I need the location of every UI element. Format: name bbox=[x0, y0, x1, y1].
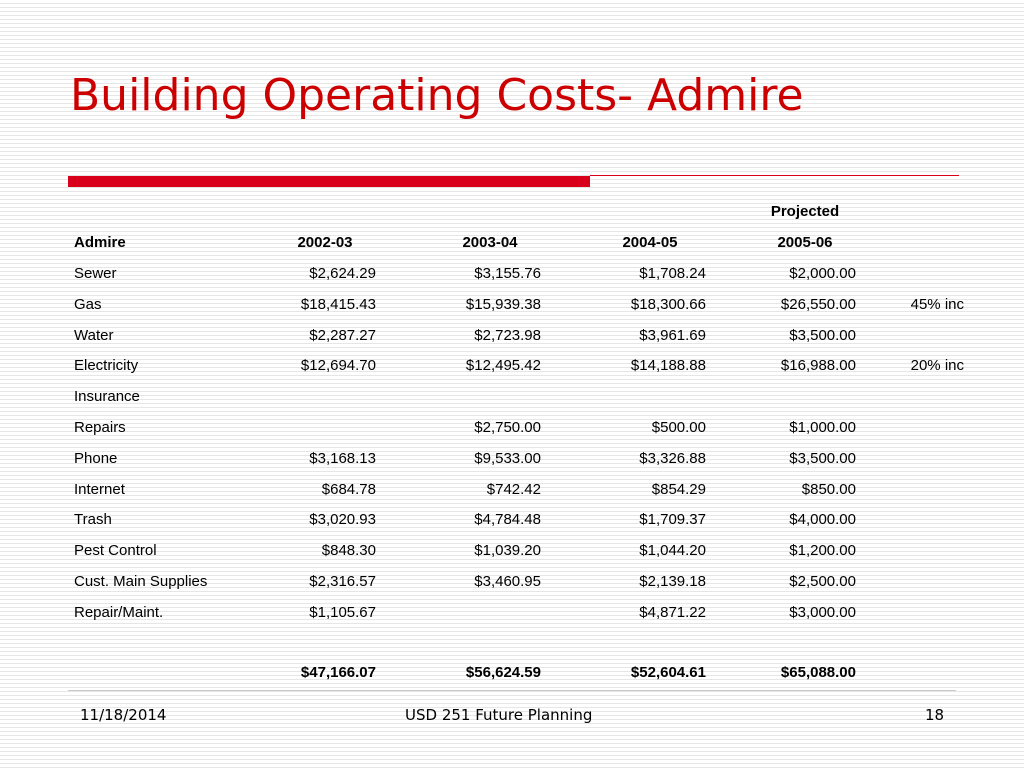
projected-label: Projected bbox=[770, 203, 840, 220]
table-cell: $854.29 bbox=[651, 481, 706, 498]
table-cell: $684.78 bbox=[321, 481, 376, 498]
table-cell: $1,709.37 bbox=[639, 511, 706, 528]
table-cell: $3,155.76 bbox=[474, 265, 541, 282]
footer-divider bbox=[68, 690, 956, 691]
table-cell: $3,460.95 bbox=[474, 573, 541, 590]
table-cell: $500.00 bbox=[651, 419, 706, 436]
slide-title: Building Operating Costs- Admire bbox=[70, 70, 804, 121]
table-cell: 45% inc bbox=[910, 296, 964, 313]
table-cell: $848.30 bbox=[321, 542, 376, 559]
table-cell: $14,188.88 bbox=[630, 357, 706, 374]
table-row-label: Gas bbox=[74, 296, 102, 313]
title-rule-thin bbox=[590, 175, 959, 176]
table-cell: $3,020.93 bbox=[309, 511, 376, 528]
total-cell: $52,604.61 bbox=[630, 664, 706, 681]
table-cell: $3,961.69 bbox=[639, 327, 706, 344]
table-cell: $2,500.00 bbox=[789, 573, 856, 590]
footer-center-text: USD 251 Future Planning bbox=[405, 706, 593, 724]
table-cell: $2,750.00 bbox=[474, 419, 541, 436]
table-header-label: Admire bbox=[74, 234, 126, 251]
table-cell: $3,326.88 bbox=[639, 450, 706, 467]
table-cell: $4,784.48 bbox=[474, 511, 541, 528]
table-cell: $2,316.57 bbox=[309, 573, 376, 590]
table-cell: $12,694.70 bbox=[300, 357, 376, 374]
table-row-label: Insurance bbox=[74, 388, 140, 405]
table-cell: $2,287.27 bbox=[309, 327, 376, 344]
table-cell: $18,415.43 bbox=[300, 296, 376, 313]
table-cell: $2,139.18 bbox=[639, 573, 706, 590]
table-cell: 20% inc bbox=[910, 357, 964, 374]
total-cell: $56,624.59 bbox=[465, 664, 541, 681]
table-cell: $2,624.29 bbox=[309, 265, 376, 282]
table-row-label: Internet bbox=[74, 481, 125, 498]
table-cell: $3,000.00 bbox=[789, 604, 856, 621]
table-row-label: Repairs bbox=[74, 419, 126, 436]
table-cell: $12,495.42 bbox=[465, 357, 541, 374]
table-cell: $742.42 bbox=[486, 481, 541, 498]
table-cell: $1,000.00 bbox=[789, 419, 856, 436]
table-cell: $1,200.00 bbox=[789, 542, 856, 559]
table-row-label: Electricity bbox=[74, 357, 139, 374]
table-cell: $2,000.00 bbox=[789, 265, 856, 282]
table-row-label: Phone bbox=[74, 450, 118, 467]
table-cell: $2,723.98 bbox=[474, 327, 541, 344]
table-header-cell: 2004-05 bbox=[622, 234, 678, 251]
table-cell: $1,105.67 bbox=[309, 604, 376, 621]
total-cell: $65,088.00 bbox=[780, 664, 856, 681]
table-row-label: Trash bbox=[74, 511, 112, 528]
table-cell: $16,988.00 bbox=[780, 357, 856, 374]
table-row-label: Repair/Maint. bbox=[74, 604, 164, 621]
table-cell: $3,168.13 bbox=[309, 450, 376, 467]
table-cell: $1,044.20 bbox=[639, 542, 706, 559]
title-rule-thick bbox=[68, 176, 590, 187]
table-cell: $18,300.66 bbox=[630, 296, 706, 313]
table-cell: $15,939.38 bbox=[465, 296, 541, 313]
table-header-cell: 2005-06 bbox=[777, 234, 833, 251]
table-cell: $3,500.00 bbox=[789, 327, 856, 344]
table-cell: $4,871.22 bbox=[639, 604, 706, 621]
table-row-label: Pest Control bbox=[74, 542, 157, 559]
table-cell: $4,000.00 bbox=[789, 511, 856, 528]
table-cell: $850.00 bbox=[801, 481, 856, 498]
table-header-cell: 2002-03 bbox=[297, 234, 353, 251]
table-cell: $9,533.00 bbox=[474, 450, 541, 467]
footer-date: 11/18/2014 bbox=[80, 706, 167, 724]
table-cell: $1,039.20 bbox=[474, 542, 541, 559]
table-row-label: Cust. Main Supplies bbox=[74, 573, 208, 590]
table-row-label: Sewer bbox=[74, 265, 117, 282]
footer-page-number: 18 bbox=[925, 706, 945, 724]
table-cell: $1,708.24 bbox=[639, 265, 706, 282]
total-cell: $47,166.07 bbox=[300, 664, 376, 681]
table-row-label: Water bbox=[74, 327, 114, 344]
table-cell: $26,550.00 bbox=[780, 296, 856, 313]
table-header-cell: 2003-04 bbox=[462, 234, 518, 251]
table-cell: $3,500.00 bbox=[789, 450, 856, 467]
